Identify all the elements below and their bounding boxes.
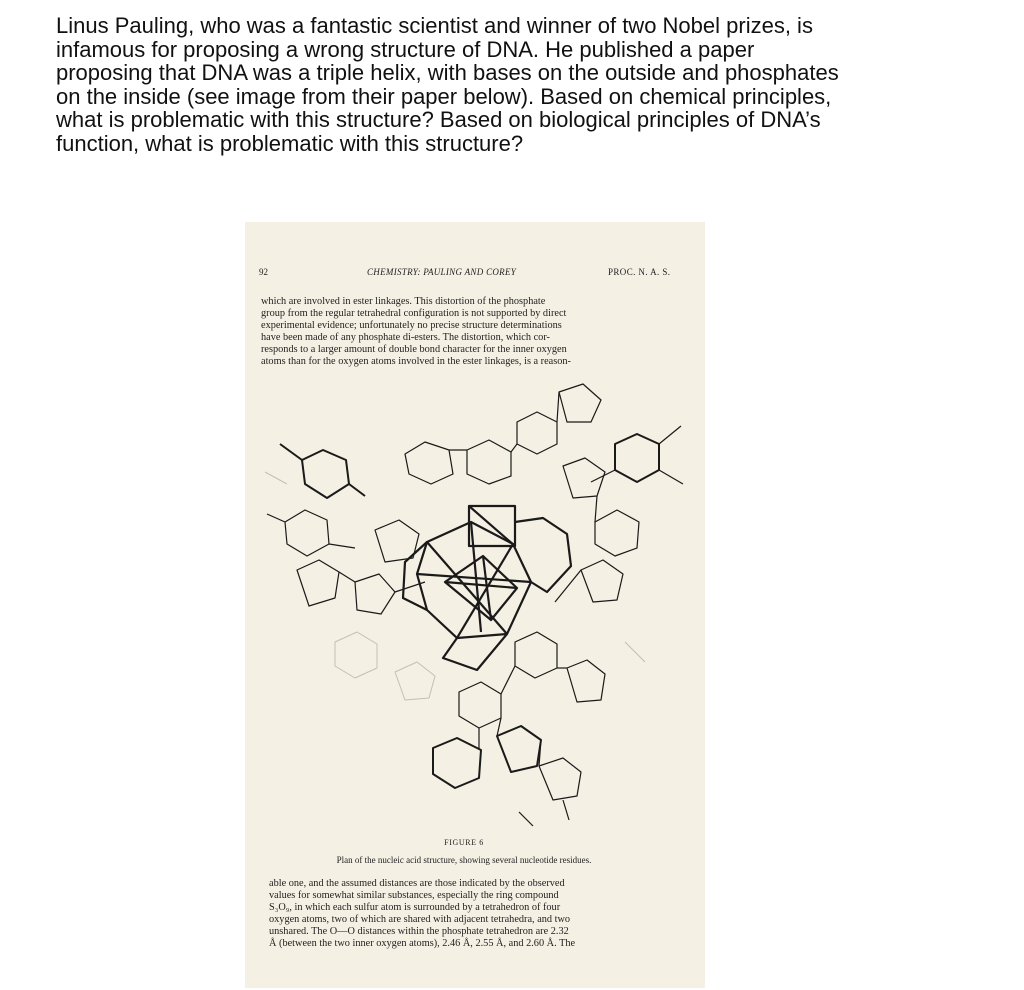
paper-page-scan bbox=[245, 222, 705, 988]
triple-helix-structure-figure bbox=[245, 222, 705, 842]
text-line: able one, and the assumed distances are those indicated by the observed bbox=[269, 878, 565, 889]
figure-caption: Plan of the nucleic acid structure, showing several nucleotide residues. bbox=[336, 855, 592, 865]
question-text bbox=[56, 14, 986, 156]
question-line: proposing that DNA was a triple helix, with bases on the outside and phosphates bbox=[56, 60, 839, 86]
text-line: atoms than for the oxygen atoms involved in the ester linkages, is a reason- bbox=[261, 355, 571, 367]
question-line: Linus Pauling, who was a fantastic scientist and winner of two Nobel prizes, is bbox=[56, 13, 813, 38]
figure-drawing bbox=[265, 384, 683, 826]
text-line: responds to a larger amount of double bond character for the inner oxygen bbox=[261, 343, 567, 355]
journal-name: PROC. N. A. S. bbox=[608, 267, 671, 277]
figure-label: FIGURE 6 bbox=[444, 838, 484, 847]
question-line: what is problematic with this structure? Based on biological principles of DNA’s bbox=[56, 107, 821, 133]
text-line: unshared. The O—O distances within the phosphate tetrahedron are 2.32 bbox=[269, 925, 569, 937]
running-title: CHEMISTRY: PAULING AND COREY bbox=[367, 267, 517, 277]
text-line: have been made of any phosphate di-esters. The distortion, which cor- bbox=[261, 331, 550, 343]
question-line: on the inside (see image from their paper below). Based on chemical principles, bbox=[56, 83, 832, 109]
question-line: infamous for proposing a wrong structure of DNA. He published a paper bbox=[56, 36, 755, 62]
text-line: which are involved in ester linkages. This distortion of the phosphate bbox=[261, 296, 546, 307]
text-line: Å (between the two inner oxygen atoms), 2.46 Å, 2.55 Å, and 2.60 Å. The bbox=[269, 937, 576, 949]
question-line: function, what is problematic with this structure? bbox=[56, 130, 524, 156]
text-line: experimental evidence; unfortunately no precise structure determinations bbox=[261, 319, 562, 331]
text-line: group from the regular tetrahedral configuration is not supported by direct bbox=[261, 307, 567, 319]
text-line: oxygen atoms, two of which are shared with adjacent tetrahedra, and two bbox=[269, 913, 571, 925]
text-line: values for somewhat similar substances, especially the ring compound bbox=[269, 889, 559, 901]
paragraph-bottom bbox=[269, 878, 701, 949]
text-line: S₃O₉, in which each sulfur atom is surrounded by a tetrahedron of four bbox=[269, 901, 561, 913]
page-number: 92 bbox=[259, 267, 268, 277]
